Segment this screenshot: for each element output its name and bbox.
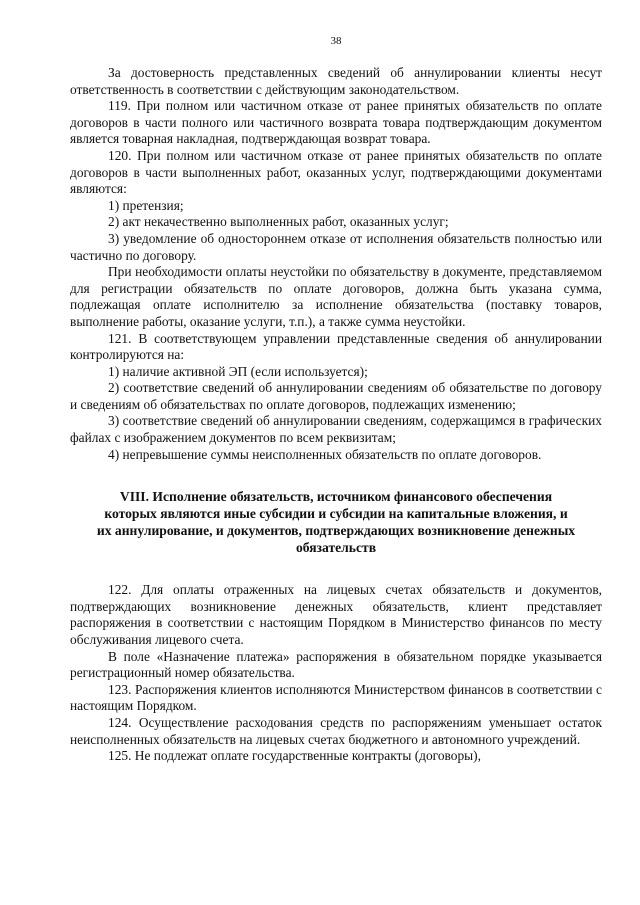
paragraph-119: 119. При полном или частичном отказе от ранее принятых обязательств по оплате договоров в части полного или частичного возврата товара подтверждающим документом является товарная накладная, подтверждающая возврат товара. — [70, 98, 602, 147]
section-heading-viii — [70, 488, 602, 556]
body-text-after — [70, 582, 602, 765]
paragraph-120: 120. При полном или частичном отказе от ранее принятых обязательств по оплате договоров в части выполненных работ, оказанных услуг, подтверждающими документами являются: — [70, 147, 602, 197]
paragraph-payment-purpose: В поле «Назначение платежа» распоряжения в обязательном порядке указывается регистрационный номер обязательства. — [70, 648, 602, 681]
paragraph-123: 123. Распоряжения клиентов исполняются Министерством финансов в соответствии с настоящим Порядком. — [70, 681, 602, 714]
list-item-active-signature: 1) наличие активной ЭП (если используется); — [108, 363, 368, 379]
section-heading-line: VIII. Исполнение обязательств, источником финансового обеспечения — [119, 489, 553, 505]
list-item-claim: 1) претензия; — [108, 197, 184, 213]
section-heading-line: которых являются иные субсидии и субсидии на капитальные вложения, и — [104, 506, 568, 522]
section-heading-line: обязательств — [295, 540, 377, 556]
paragraph-annulment-responsibility: За достоверность представленных сведений об аннулировании клиенты несут ответственность в соответствии с действующим законодательством. — [70, 65, 602, 97]
paragraph-122: 122. Для оплаты отраженных на лицевых счетах обязательств и документов, подтверждающих возникновение денежных обязательств, клиент представляет распоряжения в соответствии с настоящим Порядком в Министерство финансов по месту обслуживания лицевого счета. — [70, 582, 602, 648]
paragraph-125: 125. Не подлежат оплате государственные контракты (договоры), — [108, 748, 481, 764]
section-heading-line: их аннулирование, и документов, подтверждающих возникновение денежных — [96, 523, 576, 539]
paragraph-124: 124. Осуществление расходования средств по распоряжениям уменьшает остаток неисполненных обязательств на лицевых счетах бюджетного и автономного учреждений. — [70, 715, 602, 747]
list-item-graphic-files-match: 3) соответствие сведений об аннулировании сведениям, содержащимся в графических файлах с изображением документов по всем реквизитам; — [70, 413, 602, 446]
paragraph-121: 121. В соответствующем управлении представленные сведения об аннулировании контролируются на: — [70, 330, 602, 363]
list-item-amount-not-exceeded: 4) непревышение суммы неисполненных обязательств по оплате договоров. — [108, 446, 542, 462]
list-item-defective-works-act: 2) акт некачественно выполненных работ, оказанных услуг; — [108, 214, 449, 230]
list-item-obligation-match: 2) соответствие сведений об аннулировании сведениям об обязательстве по договору и сведениям об обязательствах по оплате договоров, подлежащих изменению; — [70, 380, 602, 412]
paragraph-penalty: При необходимости оплаты неустойки по обязательству в документе, представляемом для регистрации обязательств по оплате договоров, должна быть указана сумма, подлежащая оплате исполнителю за исполнение обязательства (поставку товаров, выполнение работы, оказание услуги, т.п.), а также сумма неустойки. — [70, 264, 602, 329]
body-text-before — [70, 65, 602, 463]
page-number: 38 — [330, 35, 342, 47]
list-item-unilateral-refusal-notice: 3) уведомление об одностороннем отказе от исполнения обязательств полностью или частично по договору. — [70, 230, 602, 263]
